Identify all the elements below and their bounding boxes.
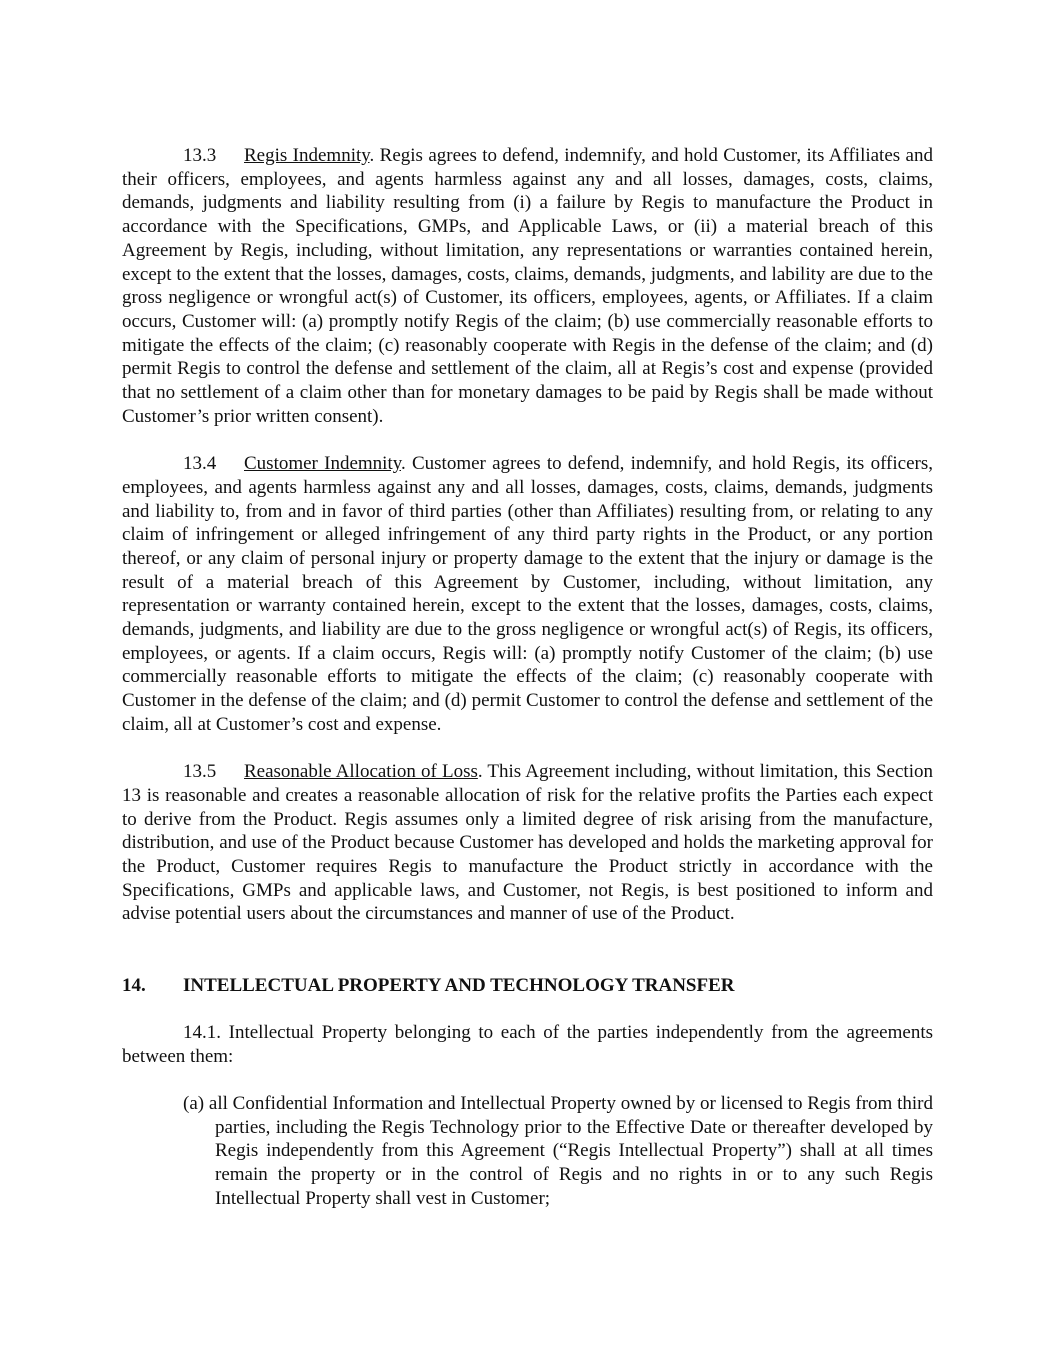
section-title: Reasonable Allocation of Loss [244,761,478,783]
section-number: 13.3 [183,145,217,166]
section-number: 13.5 [183,761,217,783]
spacer [122,997,933,1021]
section-13-4 [122,452,933,736]
spacer [122,926,933,950]
heading-title: INTELLECTUAL PROPERTY AND TECHNOLOGY TRANSFER [183,974,735,996]
list-item-a: (a) all Confidential Information and Intellectual Property owned by or licensed to Regis from third parties, including the Regis Technology prior to the Effective Date or thereafter developed by Regis independently from this Agreement (“Regis Intellectual Property”) shall at all times remain the property or in the control of Regis and no rights in or to any such Regis Intellectual Property shall vest in Customer; [183,1093,933,1209]
section-number: 13.4 [183,453,217,475]
heading-number: 14. [122,974,146,996]
section-title: Regis Indemnity [244,145,370,166]
section-title: Customer Indemnity [244,453,401,475]
section-body: . This Agreement including, without limitation, this Section 13 is reasonable and creates a reasonable allocation of risk for the relative profits the Parties each expect to derive from the Product. Regis assumes only a limited degree of risk arising from the manufacture, distribution, and use of the Product because Customer has developed and holds the marketing approval for the Product, Customer requires Regis to manufacture the Product strictly in accordance with the Specifications, GMPs and applicable laws, and Customer, not Regis, is best positioned to inform and advise potential users about the circumstances and manner of use of the Product. [122,761,933,925]
section-body: . Regis agrees to defend, indemnify, and hold Customer, its Affiliates and their officers, employees, and agents harmless against any and all losses, damages, costs, claims, demands, judgments and liability resulting from (i) a failure by Regis to manufacture the Product in accordance with the Specifications, GMPs, and Applicable Laws, or (ii) a material breach of this Agreement by Regis, including, without limitation, any representations or warranties contained herein, except to the extent that the losses, damages, costs, claims, demands, judgments, and lability are due to the gross negligence or wrongful act(s) of Customer, its officers, employees, agents, or Affiliates. If a claim occurs, Customer will: (a) promptly notify Regis of the claim; (b) use commercially reasonable efforts to mitigate the effects of the claim; (c) reasonably cooperate with Regis in the defense of the claim; and (d) permit Regis to control the defense and settlement of the claim, all at Regis’s cost and expense (provided that no settlement of a claim other than for monetary damages to be paid by Regis shall be made without Customer’s prior written consent). [122,145,933,427]
spacer [122,428,933,452]
spacer [122,950,933,974]
document-page [122,144,933,1211]
section-13-3 [122,144,933,428]
section-14-heading [122,974,933,998]
spacer [122,1068,933,1092]
section-body: . Customer agrees to defend, indemnify, and hold Regis, its officers, employees, and agents harmless against any and all losses, damages, costs, claims, demands, judgments and liability to, from and in favor of third parties (other than Affiliates) resulting from, or relating to any claim of infringement or alleged infringement of any third party rights in the Product, or any portion thereof, or any claim of personal injury or property damage to the extent that the injury or damage is the result of a material breach of this Agreement by Customer, including, without limitation, any representation or warranty contained herein, except to the extent that the losses, damages, costs, claims, demands, judgments, and liability are due to the gross negligence or wrongful act(s) of Regis, its officers, employees, or agents. If a claim occurs, Regis will: (a) promptly notify Customer of the claim; (b) use commercially reasonable efforts to mitigate the effects of the claim; (c) reasonably cooperate with Customer in the defense of the claim; and (d) permit Customer to control the defense and settlement of the claim, all at Customer’s cost and expense. [122,453,933,735]
clause-14-1: 14.1. Intellectual Property belonging to each of the parties independently from the agreements between them: [122,1021,933,1067]
spacer [122,737,933,761]
section-13-5 [122,760,933,926]
